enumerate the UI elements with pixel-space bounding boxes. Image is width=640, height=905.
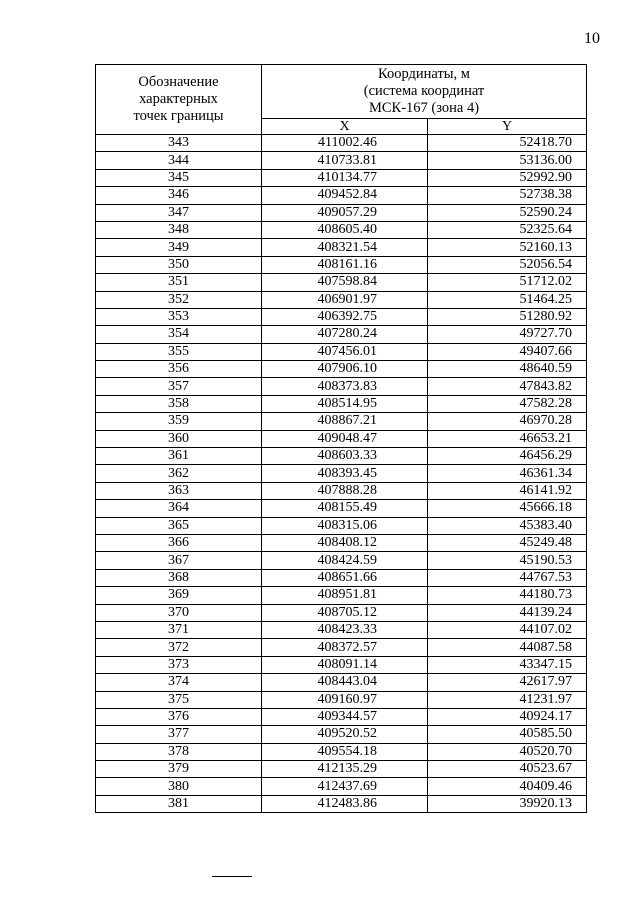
x-coordinate-cell: 408443.04 <box>262 674 428 691</box>
x-coordinate-cell: 409452.84 <box>262 187 428 204</box>
table-row <box>96 569 587 586</box>
point-number-cell: 346 <box>96 187 262 204</box>
point-number-cell: 352 <box>96 291 262 308</box>
point-number-cell: 344 <box>96 152 262 169</box>
x-coordinate-cell: 407598.84 <box>262 274 428 291</box>
point-number-cell: 348 <box>96 221 262 238</box>
table-row <box>96 482 587 499</box>
point-number-cell: 347 <box>96 204 262 221</box>
x-coordinate-cell: 409520.52 <box>262 726 428 743</box>
y-coordinate-cell: 46653.21 <box>428 430 587 447</box>
point-number-cell: 362 <box>96 465 262 482</box>
table-row <box>96 708 587 725</box>
x-coordinate-cell: 407456.01 <box>262 343 428 360</box>
table-row <box>96 726 587 743</box>
table-row <box>96 639 587 656</box>
x-coordinate-cell: 408373.83 <box>262 378 428 395</box>
point-number-cell: 353 <box>96 308 262 325</box>
x-coordinate-cell: 412135.29 <box>262 761 428 778</box>
y-coordinate-cell: 52590.24 <box>428 204 587 221</box>
y-coordinate-cell: 46456.29 <box>428 448 587 465</box>
point-number-cell: 366 <box>96 534 262 551</box>
y-coordinate-cell: 44767.53 <box>428 569 587 586</box>
y-coordinate-cell: 52418.70 <box>428 135 587 152</box>
table-row <box>96 430 587 447</box>
table-row <box>96 308 587 325</box>
point-number-cell: 371 <box>96 621 262 638</box>
table-row <box>96 291 587 308</box>
y-coordinate-cell: 45190.53 <box>428 552 587 569</box>
x-coordinate-cell: 406392.75 <box>262 308 428 325</box>
coordinates-header-line: Координаты, м <box>378 66 470 82</box>
point-number-cell: 354 <box>96 326 262 343</box>
footnote-separator <box>212 876 252 877</box>
y-coordinate-cell: 52992.90 <box>428 169 587 186</box>
table-row <box>96 395 587 412</box>
table-row <box>96 517 587 534</box>
x-coordinate-cell: 408372.57 <box>262 639 428 656</box>
x-coordinate-cell: 412483.86 <box>262 795 428 812</box>
table-header <box>96 65 587 135</box>
x-coordinate-cell: 408321.54 <box>262 239 428 256</box>
point-number-cell: 369 <box>96 587 262 604</box>
point-number-cell: 355 <box>96 343 262 360</box>
x-coordinate-cell: 410134.77 <box>262 169 428 186</box>
point-number-cell: 377 <box>96 726 262 743</box>
y-coordinate-cell: 40523.67 <box>428 761 587 778</box>
y-coordinate-cell: 40924.17 <box>428 708 587 725</box>
x-coordinate-cell: 408605.40 <box>262 221 428 238</box>
table-row <box>96 500 587 517</box>
table-row <box>96 135 587 152</box>
y-coordinate-cell: 45666.18 <box>428 500 587 517</box>
x-coordinate-cell: 408393.45 <box>262 465 428 482</box>
table-row <box>96 448 587 465</box>
table-row <box>96 169 587 186</box>
point-number-cell: 364 <box>96 500 262 517</box>
point-number-cell: 361 <box>96 448 262 465</box>
point-number-cell: 381 <box>96 795 262 812</box>
table-row <box>96 761 587 778</box>
point-number-cell: 378 <box>96 743 262 760</box>
x-coordinate-cell: 409160.97 <box>262 691 428 708</box>
point-number-cell: 375 <box>96 691 262 708</box>
y-coordinate-cell: 51712.02 <box>428 274 587 291</box>
point-number-cell: 358 <box>96 395 262 412</box>
page-number: 10 <box>584 30 600 47</box>
coordinates-table <box>95 64 587 813</box>
x-coordinate-cell: 407888.28 <box>262 482 428 499</box>
x-coordinate-cell: 408315.06 <box>262 517 428 534</box>
y-coordinate-cell: 49407.66 <box>428 343 587 360</box>
table-row <box>96 587 587 604</box>
x-coordinate-cell: 409048.47 <box>262 430 428 447</box>
point-number-cell: 367 <box>96 552 262 569</box>
table-row <box>96 152 587 169</box>
x-coordinate-cell: 409554.18 <box>262 743 428 760</box>
coordinates-header-line: МСК-167 (зона 4) <box>368 100 480 116</box>
x-coordinate-cell: 409057.29 <box>262 204 428 221</box>
y-coordinate-cell: 52325.64 <box>428 221 587 238</box>
x-coordinate-cell: 410733.81 <box>262 152 428 169</box>
y-coordinate-cell: 52738.38 <box>428 187 587 204</box>
y-coordinate-cell: 44087.58 <box>428 639 587 656</box>
x-coordinate-cell: 408091.14 <box>262 656 428 673</box>
x-coordinate-cell: 406901.97 <box>262 291 428 308</box>
table-row <box>96 778 587 795</box>
y-coordinate-cell: 51464.25 <box>428 291 587 308</box>
table-row <box>96 691 587 708</box>
x-coordinate-cell: 408155.49 <box>262 500 428 517</box>
point-number-cell: 368 <box>96 569 262 586</box>
y-coordinate-cell: 42617.97 <box>428 674 587 691</box>
table-row <box>96 552 587 569</box>
point-number-cell: 345 <box>96 169 262 186</box>
point-label-header <box>96 65 262 135</box>
y-coordinate-cell: 44139.24 <box>428 604 587 621</box>
x-coordinate-cell: 407906.10 <box>262 361 428 378</box>
point-number-cell: 365 <box>96 517 262 534</box>
point-number-cell: 379 <box>96 761 262 778</box>
x-coordinate-cell: 408161.16 <box>262 256 428 273</box>
y-coordinate-cell: 41231.97 <box>428 691 587 708</box>
table-row <box>96 239 587 256</box>
table-row <box>96 465 587 482</box>
x-coordinate-cell: 408408.12 <box>262 534 428 551</box>
y-coordinate-cell: 51280.92 <box>428 308 587 325</box>
table-row <box>96 795 587 812</box>
table-row <box>96 256 587 273</box>
point-number-cell: 380 <box>96 778 262 795</box>
y-coordinate-cell: 44107.02 <box>428 621 587 638</box>
table-body <box>96 135 587 813</box>
point-label-header-line: точек границы <box>133 108 224 124</box>
table-row <box>96 674 587 691</box>
y-coordinate-cell: 49727.70 <box>428 326 587 343</box>
table-row <box>96 378 587 395</box>
y-coordinate-cell: 44180.73 <box>428 587 587 604</box>
y-column-header: Y <box>428 119 587 135</box>
point-number-cell: 343 <box>96 135 262 152</box>
x-coordinate-cell: 411002.46 <box>262 135 428 152</box>
point-number-cell: 351 <box>96 274 262 291</box>
y-coordinate-cell: 52160.13 <box>428 239 587 256</box>
table-row <box>96 621 587 638</box>
point-number-cell: 357 <box>96 378 262 395</box>
point-label-header-line: Обозначение <box>138 74 219 90</box>
y-coordinate-cell: 53136.00 <box>428 152 587 169</box>
table-row <box>96 187 587 204</box>
table-row <box>96 604 587 621</box>
x-coordinate-cell: 408651.66 <box>262 569 428 586</box>
y-coordinate-cell: 47843.82 <box>428 378 587 395</box>
x-coordinate-cell: 409344.57 <box>262 708 428 725</box>
table-row <box>96 343 587 360</box>
y-coordinate-cell: 52056.54 <box>428 256 587 273</box>
table-row <box>96 743 587 760</box>
y-coordinate-cell: 40520.70 <box>428 743 587 760</box>
y-coordinate-cell: 45249.48 <box>428 534 587 551</box>
table-row <box>96 326 587 343</box>
table-row <box>96 413 587 430</box>
table-row <box>96 656 587 673</box>
table-row <box>96 221 587 238</box>
coordinates-header <box>262 65 587 119</box>
y-coordinate-cell: 46361.34 <box>428 465 587 482</box>
x-coordinate-cell: 408867.21 <box>262 413 428 430</box>
coordinates-header-line: (система координат <box>363 83 485 99</box>
x-coordinate-cell: 408603.33 <box>262 448 428 465</box>
point-number-cell: 363 <box>96 482 262 499</box>
point-number-cell: 374 <box>96 674 262 691</box>
x-coordinate-cell: 408951.81 <box>262 587 428 604</box>
x-coordinate-cell: 408514.95 <box>262 395 428 412</box>
point-number-cell: 356 <box>96 361 262 378</box>
point-number-cell: 349 <box>96 239 262 256</box>
y-coordinate-cell: 39920.13 <box>428 795 587 812</box>
point-label-header-line: характерных <box>139 91 218 107</box>
point-number-cell: 359 <box>96 413 262 430</box>
y-coordinate-cell: 47582.28 <box>428 395 587 412</box>
y-coordinate-cell: 40585.50 <box>428 726 587 743</box>
point-number-cell: 350 <box>96 256 262 273</box>
y-coordinate-cell: 48640.59 <box>428 361 587 378</box>
point-number-cell: 360 <box>96 430 262 447</box>
x-column-header: X <box>262 119 428 135</box>
y-coordinate-cell: 46970.28 <box>428 413 587 430</box>
y-coordinate-cell: 46141.92 <box>428 482 587 499</box>
y-coordinate-cell: 45383.40 <box>428 517 587 534</box>
table-row <box>96 274 587 291</box>
x-coordinate-cell: 407280.24 <box>262 326 428 343</box>
y-coordinate-cell: 43347.15 <box>428 656 587 673</box>
x-coordinate-cell: 408424.59 <box>262 552 428 569</box>
y-coordinate-cell: 40409.46 <box>428 778 587 795</box>
point-number-cell: 373 <box>96 656 262 673</box>
point-number-cell: 376 <box>96 708 262 725</box>
x-coordinate-cell: 412437.69 <box>262 778 428 795</box>
x-coordinate-cell: 408423.33 <box>262 621 428 638</box>
x-coordinate-cell: 408705.12 <box>262 604 428 621</box>
table-row <box>96 361 587 378</box>
point-number-cell: 370 <box>96 604 262 621</box>
table-row <box>96 534 587 551</box>
point-number-cell: 372 <box>96 639 262 656</box>
table-row <box>96 204 587 221</box>
